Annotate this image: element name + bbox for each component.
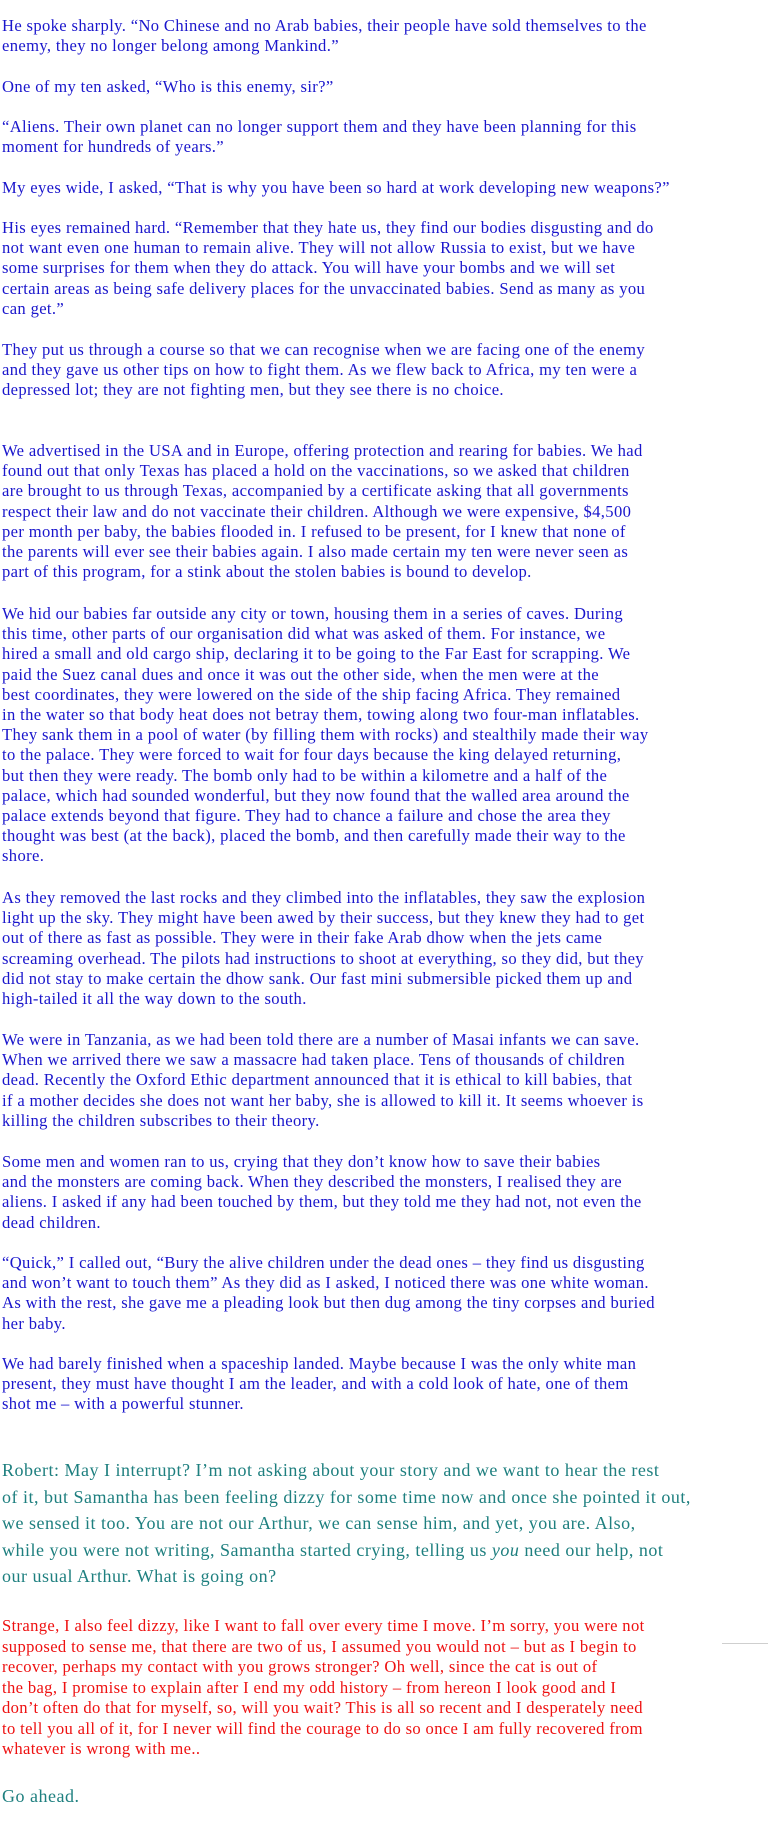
- text-line: supposed to sense me, that there are two of us, I assumed you would not – but as I begin to: [2, 1636, 637, 1656]
- text-line: As they removed the last rocks and they climbed into the inflatables, they saw the explosion: [2, 888, 646, 907]
- text-line: this time, other parts of our organisation did what was asked of them. For instance, we: [2, 624, 606, 644]
- paragraph-10: [2, 1030, 742, 1131]
- text-line: not want even one human to remain alive. They will not allow Russia to exist, but we have: [2, 238, 636, 258]
- robert-message: [2, 1457, 742, 1590]
- text-line: enemy, they no longer belong among Mankind.”: [2, 36, 339, 56]
- text-line: Go ahead.: [2, 1786, 80, 1806]
- stranger-message: [2, 1616, 742, 1760]
- text-line: As with the rest, she gave me a pleading look but then dug among the tiny corpses and buried: [2, 1293, 655, 1313]
- text-line: some surprises for them when they do attack. You will have your bombs and we will set: [2, 258, 616, 278]
- text-line: shot me – with a powerful stunner.: [2, 1394, 244, 1414]
- text-line: We were in Tanzania, as we had been told there are a number of Masai infants we can save.: [2, 1030, 640, 1049]
- text-line: My eyes wide, I asked, “That is why you have been so hard at work developing new weapons?”: [2, 178, 670, 197]
- text-line: and the monsters are coming back. When they described the monsters, I realised they are: [2, 1172, 622, 1192]
- text-line: Strange, I also feel dizzy, like I want to fall over every time I move. I’m sorry, you were not: [2, 1616, 645, 1635]
- text-line: His eyes remained hard. “Remember that they hate us, they find our bodies disgusting and do: [2, 218, 654, 237]
- text-line: “Quick,” I called out, “Bury the alive children under the dead ones – they find us disgusting: [2, 1253, 645, 1272]
- paragraph-7: [2, 441, 742, 582]
- paragraph-5: [2, 218, 742, 319]
- text-line: shore.: [2, 846, 45, 866]
- text-line: out of there as fast as possible. They were in their fake Arab dhow when the jets came: [2, 928, 603, 948]
- paragraph-13: [2, 1354, 742, 1415]
- text-line: don’t often do that for myself, so, will you wait? This is all so recent and I desperately need: [2, 1698, 643, 1717]
- text-line: Robert: May I interrupt? I’m not asking about your story and we want to hear the rest: [2, 1460, 660, 1480]
- text-line: killing the children subscribes to their theory.: [2, 1110, 320, 1130]
- paragraph-2: [2, 77, 742, 97]
- text-line: we sensed it too. You are not our Arthur, we can sense him, and yet, you are. Also,: [2, 1513, 636, 1533]
- text-line: to tell you all of it, for I never will find the courage to do so once I am fully recovered from: [2, 1718, 643, 1738]
- text-line: her baby.: [2, 1313, 66, 1333]
- text-line: and won’t want to touch them” As they did as I asked, I noticed there was one white woman.: [2, 1273, 649, 1293]
- text-line: the bag, I promise to explain after I end my odd history – from hereon I look good and I: [2, 1677, 617, 1697]
- paragraph-8: [2, 604, 742, 867]
- text-line: if a mother decides she does not want her baby, she is allowed to kill it. It seems whoever is: [2, 1090, 644, 1110]
- text-line: We advertised in the USA and in Europe, offering protection and rearing for babies. We had: [2, 441, 643, 460]
- text-line: palace extends beyond that figure. They had to chance a failure and chose the area they: [2, 806, 611, 826]
- text-line: When we arrived there we saw a massacre had taken place. Tens of thousands of children: [2, 1050, 626, 1070]
- text-line: whatever is wrong with me..: [2, 1739, 201, 1758]
- text-line: best coordinates, they were lowered on the side of the ship facing Africa. They remained: [2, 684, 621, 704]
- go-ahead-message: [2, 1784, 742, 1808]
- text-line: They put us through a course so that we can recognise when we are facing one of the enemy: [2, 340, 646, 359]
- text-line: We hid our babies far outside any city or town, housing them in a series of caves. During: [2, 604, 624, 623]
- text-segment: while you were not writing, Samantha started crying, telling us: [2, 1539, 492, 1560]
- text-line: Some men and women ran to us, crying that they don’t know how to save their babies: [2, 1152, 601, 1171]
- text-line: and they gave us other tips on how to fight them. As we flew back to Africa, my ten were a: [2, 360, 638, 380]
- text-line: found out that only Texas has placed a hold on the vaccinations, so we asked that children: [2, 461, 630, 481]
- paragraph-4: [2, 178, 742, 198]
- text-line: He spoke sharply. “No Chinese and no Arab babies, their people have sold themselves to the: [2, 16, 647, 35]
- text-line: aliens. I asked if any had been touched by them, but they told me they had not, not even the: [2, 1192, 642, 1212]
- text-line: but then they were ready. The bomb only had to be within a kilometre and a half of the: [2, 765, 608, 785]
- paragraph-3: [2, 117, 742, 157]
- text-line: “Aliens. Their own planet can no longer support them and they have been planning for this: [2, 117, 637, 136]
- paragraph-9: [2, 888, 742, 1009]
- text-line: present, they must have thought I am the leader, and with a cold look of hate, one of them: [2, 1374, 629, 1394]
- text-line: recover, perhaps my contact with you grows stronger? Oh well, since the cat is out of: [2, 1657, 598, 1676]
- text-line: thought was best (at the back), placed the bomb, and then carefully made their way to the: [2, 826, 626, 846]
- paragraph-12: [2, 1253, 742, 1334]
- text-line: of it, but Samantha has been feeling dizzy for some time now and once she pointed it out,: [2, 1486, 691, 1507]
- text-line: [2, 1537, 742, 1564]
- text-line: per month per baby, the babies flooded in. I refused to be present, for I knew that none of: [2, 521, 626, 541]
- text-line: certain areas as being safe delivery places for the unvaccinated babies. Send as many as you: [2, 278, 646, 298]
- text-line: in the water so that body heat does not betray them, towing along two four-man inflatables.: [2, 705, 640, 725]
- paragraph-11: [2, 1152, 742, 1233]
- text-segment: need our help, not: [519, 1539, 664, 1560]
- emphasis-you: you: [491, 1539, 520, 1560]
- text-line: palace, which had sounded wonderful, but they now found that the walled area around the: [2, 785, 630, 805]
- text-line: part of this program, for a stink about the stolen babies is bound to develop.: [2, 562, 532, 582]
- text-line: moment for hundreds of years.”: [2, 137, 225, 157]
- text-line: One of my ten asked, “Who is this enemy, sir?”: [2, 77, 334, 96]
- text-line: They sank them in a pool of water (by filling them with rocks) and stealthily made their way: [2, 725, 649, 745]
- text-line: dead. Recently the Oxford Ethic department announced that it is ethical to kill babies, that: [2, 1070, 633, 1090]
- paragraph-6: [2, 340, 742, 401]
- text-line: dead children.: [2, 1212, 101, 1232]
- text-line: paid the Suez canal dues and once it was out the other side, when the men were at the: [2, 664, 599, 684]
- text-line: the parents will ever see their babies again. I also made certain my ten were never seen as: [2, 542, 629, 562]
- text-line: We had barely finished when a spaceship landed. Maybe because I was the only white man: [2, 1354, 637, 1373]
- text-line: respect their law and do not vaccinate their children. Although we were expensive, $4,500: [2, 501, 632, 521]
- paragraph-1: [2, 16, 742, 56]
- text-line: screaming overhead. The pilots had instructions to shoot at everything, so they did, but they: [2, 948, 644, 968]
- text-line: to the palace. They were forced to wait for four days because the king delayed returning,: [2, 745, 622, 765]
- text-line: depressed lot; they are not fighting men, but they see there is no choice.: [2, 380, 504, 400]
- text-line: high-tailed it all the way down to the south.: [2, 989, 307, 1009]
- text-line: did not stay to make certain the dhow sank. Our fast mini submersible picked them up and: [2, 968, 633, 988]
- text-line: are brought to us through Texas, accompanied by a certificate asking that all governments: [2, 481, 629, 501]
- text-line: our usual Arthur. What is going on?: [2, 1566, 277, 1586]
- text-line: light up the sky. They might have been awed by their success, but they knew they had to get: [2, 908, 645, 928]
- text-line: can get.”: [2, 298, 65, 318]
- text-line: hired a small and old cargo ship, declaring it to be going to the Far East for scrapping. We: [2, 644, 631, 664]
